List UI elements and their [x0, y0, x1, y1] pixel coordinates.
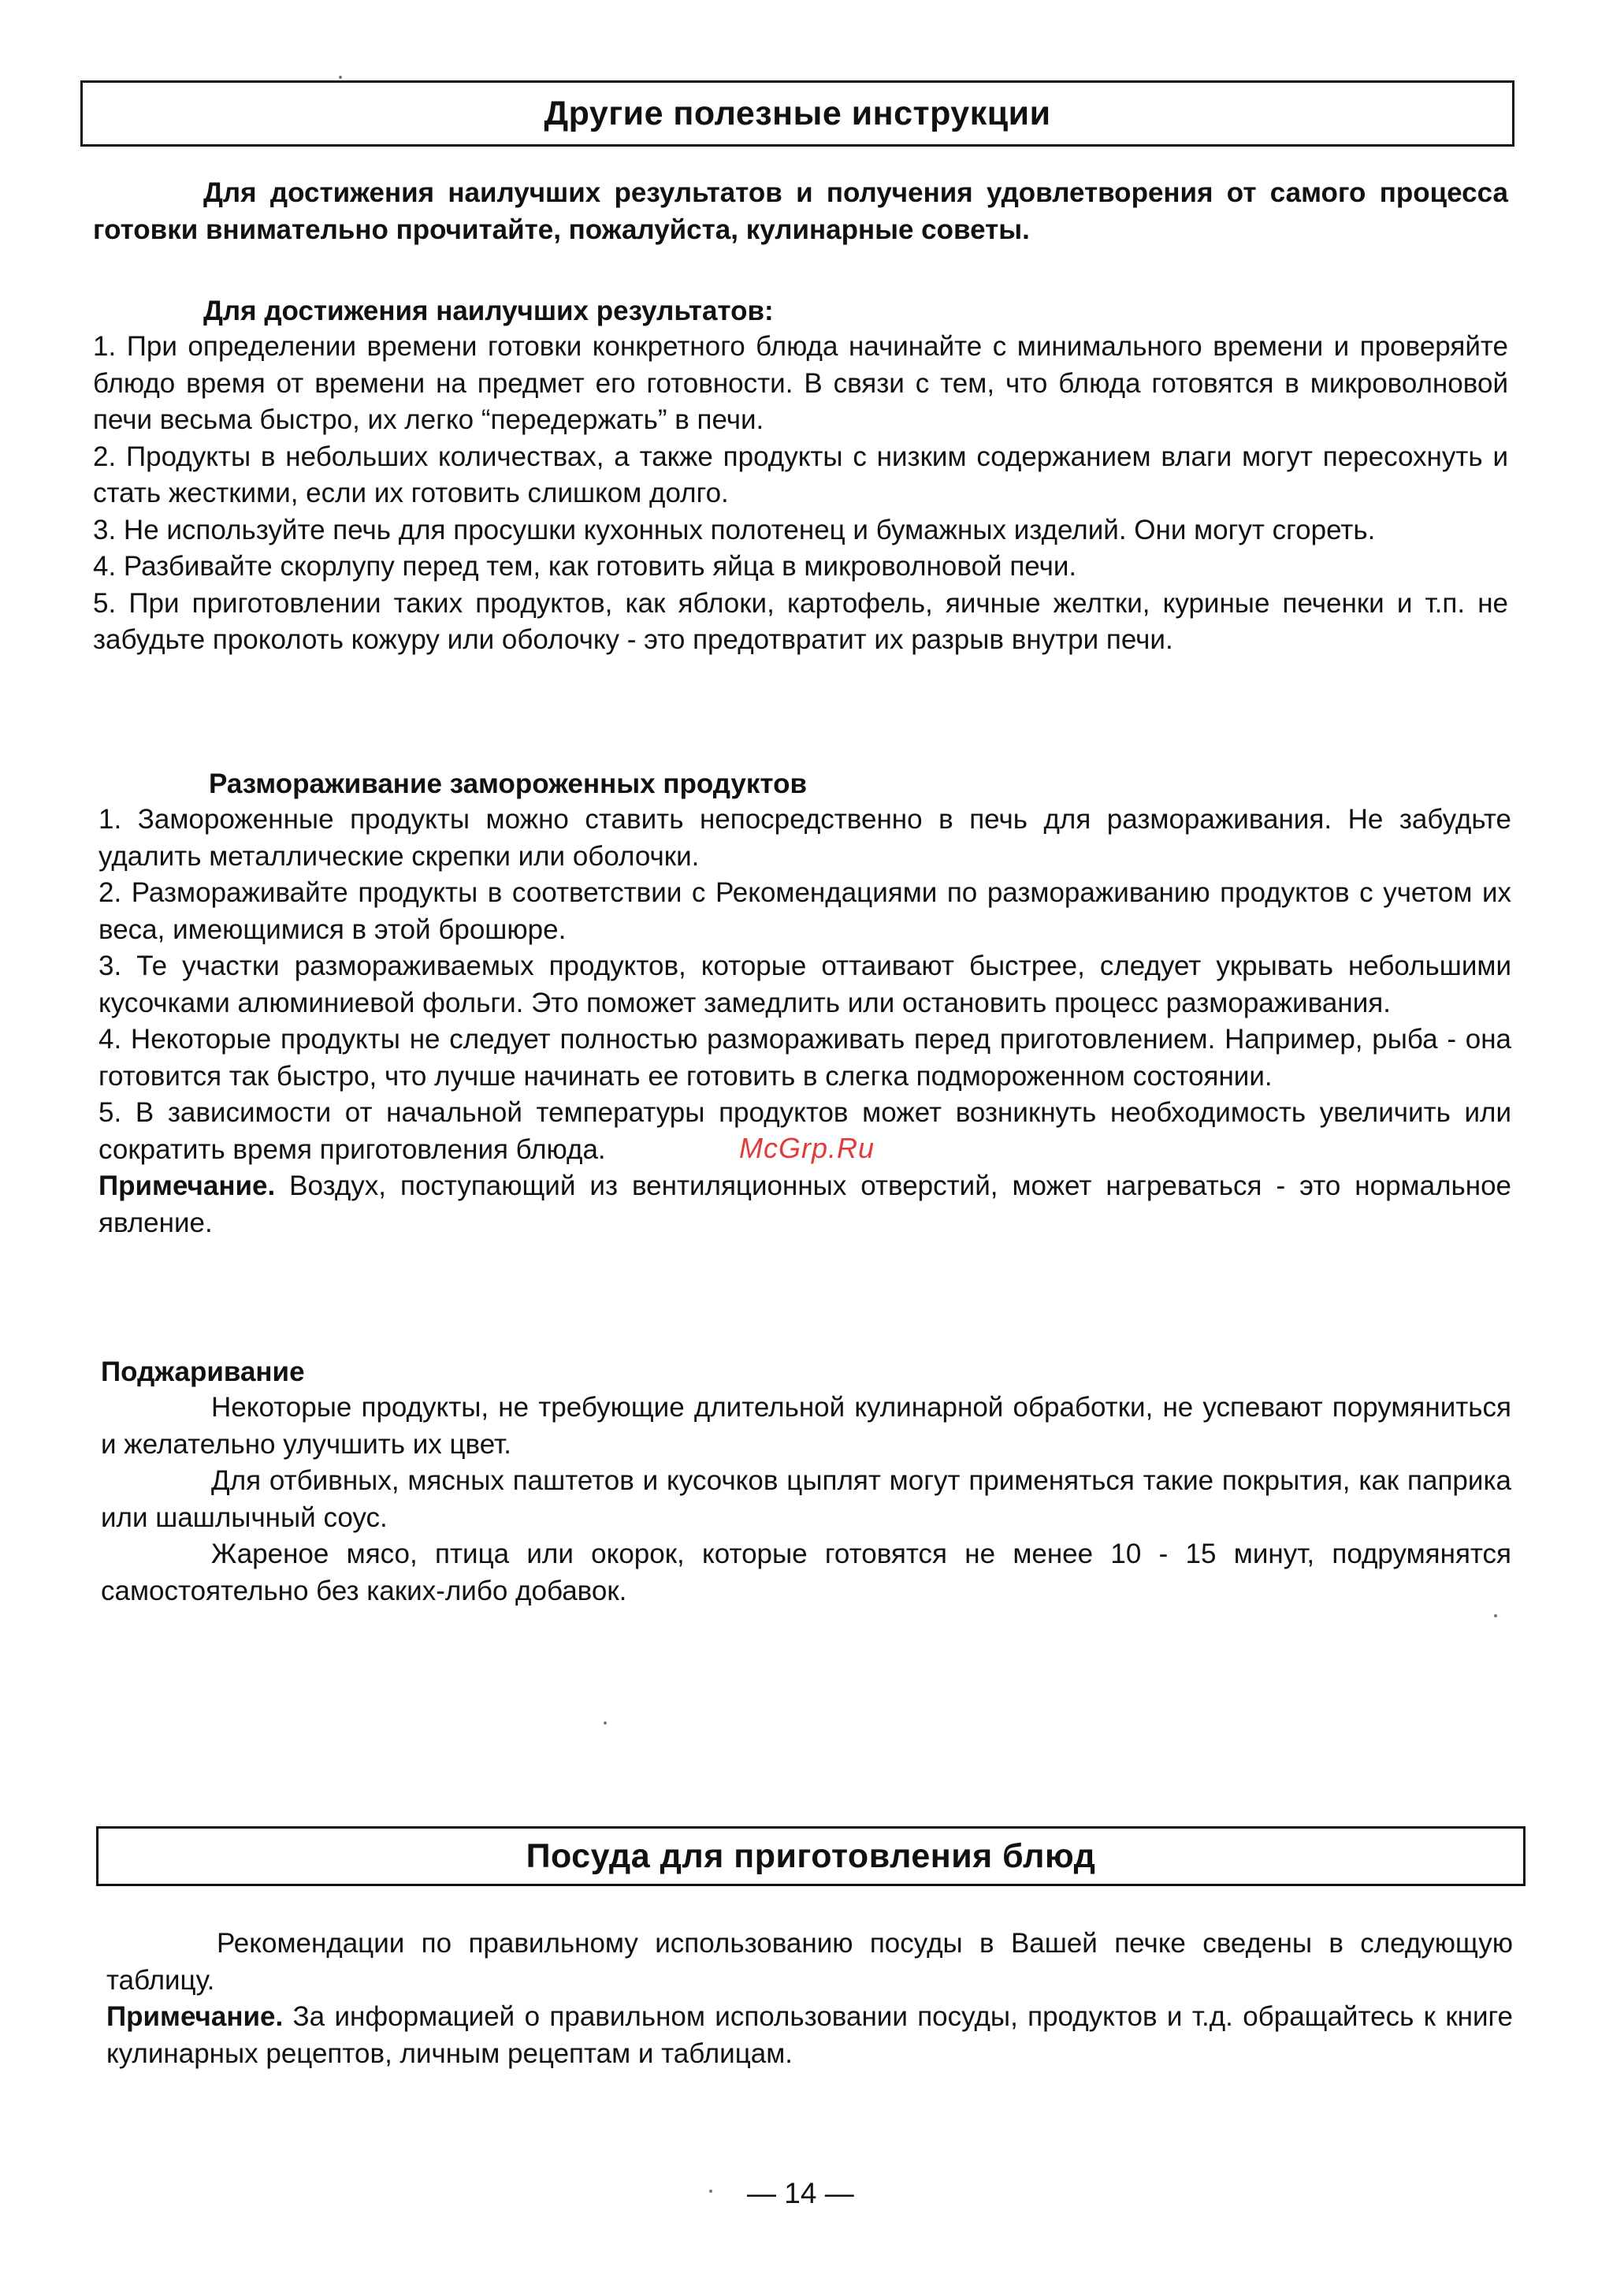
defrosting-list	[98, 802, 1511, 1241]
best-results-heading: Для достижения наилучших результатов:	[203, 296, 774, 326]
scan-speck	[709, 2190, 712, 2193]
list-item: 3. Те участки размораживаемых продуктов, которые оттаивают быстрее, следует укрывать небольшими кусочками алюминиевой фольги. Это поможет замедлить или остановить процесс размораживания.	[98, 951, 1511, 1018]
list-item: 1. При определении времени готовки конкретного блюда начинайте с минимального времени и проверяйте блюдо время от времени на предмет его готовности. В связи с тем, что блюда готовятся в микроволновой печи весьма быстро, их легко “передержать” в печи.	[93, 331, 1508, 435]
note-label: Примечание.	[106, 2001, 284, 2032]
page-number: — 14 —	[747, 2177, 854, 2209]
scan-speck	[1494, 1614, 1497, 1617]
list-item: 2. Размораживайте продукты в соответствии с Рекомендациями по размораживанию продуктов с учетом их веса, имеющимися в этой брошюре.	[98, 877, 1511, 945]
intro-paragraph: Для достижения наилучших результатов и получения удовлетворения от самого процесса готовки внимательно прочитайте, пожалуйста, кулинарные советы.	[93, 177, 1508, 245]
best-results-list	[93, 329, 1508, 659]
note-text: Воздух, поступающий из вентиляционных отверстий, может нагреваться - это нормальное явление.	[98, 1170, 1511, 1238]
note-label: Примечание.	[98, 1170, 276, 1201]
browning-paragraphs	[101, 1390, 1511, 1609]
list-item: 1. Замороженные продукты можно ставить непосредственно в печь для размораживания. Не забудьте удалить металлические скрепки или оболочки.	[98, 804, 1511, 872]
paragraph: Для отбивных, мясных паштетов и кусочков цыплят могут применяться такие покрытия, как паприка или шашлычный соус.	[101, 1465, 1511, 1533]
list-item: 5. В зависимости от начальной температуры продуктов может возникнуть необходимость увеличить или сократить время приготовления блюда.	[98, 1097, 1511, 1165]
watermark: McGrp.Ru	[739, 1132, 875, 1164]
section-title-text: Посуда для приготовления блюд	[526, 1836, 1096, 1875]
section-title-other-instructions	[80, 80, 1514, 147]
cookware-paragraphs	[106, 1926, 1513, 2072]
cookware-note	[106, 1999, 1513, 2072]
list-item: 4. Некоторые продукты не следует полностью размораживать перед приготовлением. Например, рыба - она готовится так быстро, что лучше начинать ее готовить в слегка подмороженном состоянии.	[98, 1024, 1511, 1092]
list-item: 3. Не используйте печь для просушки кухонных полотенец и бумажных изделий. Они могут сгореть.	[93, 514, 1376, 545]
section-title-cookware	[96, 1826, 1526, 1886]
scan-speck	[604, 1721, 607, 1725]
list-item: 4. Разбивайте скорлупу перед тем, как готовить яйца в микроволновой печи.	[93, 551, 1077, 582]
defrosting-note	[98, 1168, 1511, 1241]
paragraph: Жареное мясо, птица или окорок, которые готовятся не менее 10 - 15 минут, подрумянятся самостоятельно без каких-либо добавок.	[101, 1539, 1511, 1606]
paragraph: Некоторые продукты, не требующие длительной кулинарной обработки, не успевают порумяниться и желательно улучшить их цвет.	[101, 1392, 1511, 1460]
note-text: За информацией о правильном использовании посуды, продуктов и т.д. обращайтесь к книге кулинарных рецептов, личным рецептам и таблицам.	[106, 2001, 1513, 2069]
list-item: 2. Продукты в небольших количествах, а также продукты с низким содержанием влаги могут пересохнуть и стать жесткими, если их готовить слишком долго.	[93, 441, 1508, 508]
section-title-text: Другие полезные инструкции	[544, 94, 1051, 132]
defrosting-heading: Размораживание замороженных продуктов	[209, 768, 807, 799]
list-item: 5. При приготовлении таких продуктов, как яблоки, картофель, яичные желтки, куриные печенки и т.п. не забудьте проколоть кожуру или оболочку - это предотвратит их разрыв внутри печи.	[93, 587, 1508, 655]
paragraph: Рекомендации по правильному использованию посуды в Вашей печке сведены в следующую таблицу.	[106, 1928, 1513, 1996]
scan-speck	[339, 76, 342, 79]
browning-heading: Поджаривание	[101, 1356, 305, 1387]
